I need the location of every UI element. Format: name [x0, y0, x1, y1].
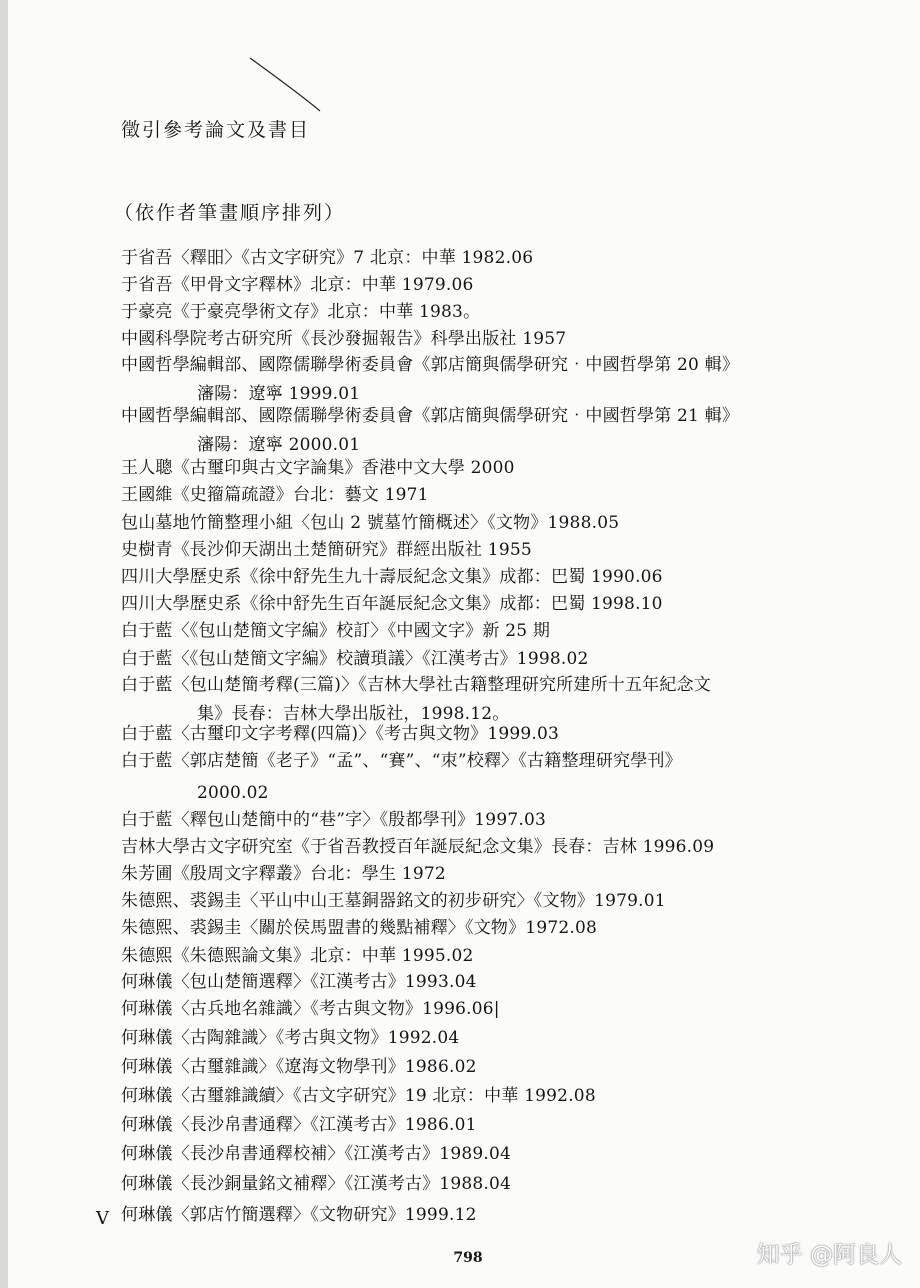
- bibliography-entry: 于省吾《甲骨文字釋林》北京：中華 1979.06: [121, 275, 474, 295]
- bibliography-entry: 于省吾〈釋昍〉《古文字研究》7 北京：中華 1982.06: [121, 248, 534, 268]
- bibliography-entry: 王人聰《古璽印與古文字論集》香港中文大學 2000: [121, 458, 515, 478]
- zhihu-watermark: 知乎 @阿良人: [756, 1242, 902, 1268]
- bibliography-entry: 朱德熙、裘錫圭〈平山中山王墓銅器銘文的初步研究〉《文物》1979.01: [121, 891, 666, 911]
- bibliography-entry: 白于藍〈《包山楚簡文字編》校訂〉《中國文字》新 25 期: [121, 621, 551, 641]
- bibliography-entry: 白于藍〈郭店楚簡《老子》“孟”、“賽”、“朿”校釋〉《古籍整理研究學刊》 2000.02: [121, 751, 682, 803]
- bibliography-entry: 史樹青《長沙仰天湖出土楚簡研究》群經出版社 1955: [121, 540, 532, 560]
- bibliography-entry: 四川大學歷史系《徐中舒先生九十壽辰紀念文集》成都：巴蜀 1990.06: [121, 567, 663, 587]
- bibliography-entry: 朱德熙、裘錫圭〈關於侯馬盟書的幾點補釋〉《文物》1972.08: [121, 918, 597, 938]
- ordering-note: （依作者筆畫順序排列）: [114, 202, 346, 224]
- bibliography-entry: 朱芳圃《殷周文字釋叢》台北：學生 1972: [121, 864, 446, 884]
- bibliography-entry: 包山墓地竹簡整理小組〈包山 2 號墓竹簡概述〉《文物》1988.05: [121, 513, 620, 533]
- bibliography-entry: 白于藍〈古璽印文字考釋(四篇)〉《考古與文物》1999.03: [121, 724, 560, 744]
- bibliography-entry: 何琳儀〈古璽雜識〉《遼海文物學刊》1986.02: [121, 1057, 477, 1077]
- bibliography-entry: 中國科學院考古研究所《長沙發掘報告》科學出版社 1957: [121, 329, 567, 349]
- bibliography-entry: 何琳儀〈古陶雜識〉《考古與文物》1992.04: [121, 1028, 460, 1048]
- handwritten-check-mark: V: [96, 1208, 109, 1229]
- bibliography-entry: 何琳儀〈長沙銅量銘文補釋〉《江漢考古》1988.04: [121, 1174, 511, 1194]
- bibliography-entry: 何琳儀〈長沙帛書通釋〉《江漢考古》1986.01: [121, 1115, 477, 1135]
- bibliography-entry: 白于藍〈《包山楚簡文字編》校讀瑣議〉《江漢考古》1998.02: [121, 649, 589, 669]
- bibliography-entry: 中國哲學編輯部、國際儒聯學術委員會《郭店簡與儒學研究‧中國哲學第 21 輯》 瀋陽：遼寧 2000.01: [121, 406, 740, 455]
- bibliography-entry: 何琳儀〈古璽雜識續〉《古文字研究》19 北京：中華 1992.08: [121, 1086, 596, 1106]
- bibliography-entry: 中國哲學編輯部、國際儒聯學術委員會《郭店簡與儒學研究‧中國哲學第 20 輯》 瀋陽：遼寧 1999.01: [121, 355, 740, 404]
- bibliography-entry: 何琳儀〈古兵地名雜識〉《考古與文物》1996.06|: [121, 999, 500, 1019]
- bibliography-entry: 吉林大學古文字研究室《于省吾教授百年誕辰紀念文集》長春：吉林 1996.09: [121, 837, 715, 857]
- bibliography-entry: 白于藍〈包山楚簡考釋(三篇)〉《吉林大學社古籍整理研究所建所十五年紀念文 集》長春：吉林大學出版社，1998.12。: [121, 675, 711, 724]
- bibliography-entry: 何琳儀〈郭店竹簡選釋〉《文物研究》1999.12: [121, 1205, 477, 1225]
- bibliography-entry: 王國維《史籀篇疏證》台北：藝文 1971: [121, 485, 429, 505]
- bibliography-heading: 徵引參考論文及書目: [121, 119, 311, 141]
- bibliography-entry: 朱德熙《朱德熙論文集》北京：中華 1995.02: [121, 946, 474, 966]
- bibliography-entry: 于豪亮《于豪亮學術文存》北京：中華 1983。: [121, 302, 481, 322]
- bibliography-entry: 四川大學歷史系《徐中舒先生百年誕辰紀念文集》成都：巴蜀 1998.10: [121, 594, 663, 614]
- page-number: 798: [453, 1250, 483, 1266]
- bibliography-entry: 何琳儀〈包山楚簡選釋〉《江漢考古》1993.04: [121, 972, 477, 992]
- bibliography-entry: 何琳儀〈長沙帛書通釋校補〉《江漢考古》1989.04: [121, 1144, 511, 1164]
- bibliography-entry: 白于藍〈釋包山楚簡中的“巷”字〉《殷都學刊》1997.03: [121, 810, 546, 830]
- bibliography-list: [8, 0, 920, 1240]
